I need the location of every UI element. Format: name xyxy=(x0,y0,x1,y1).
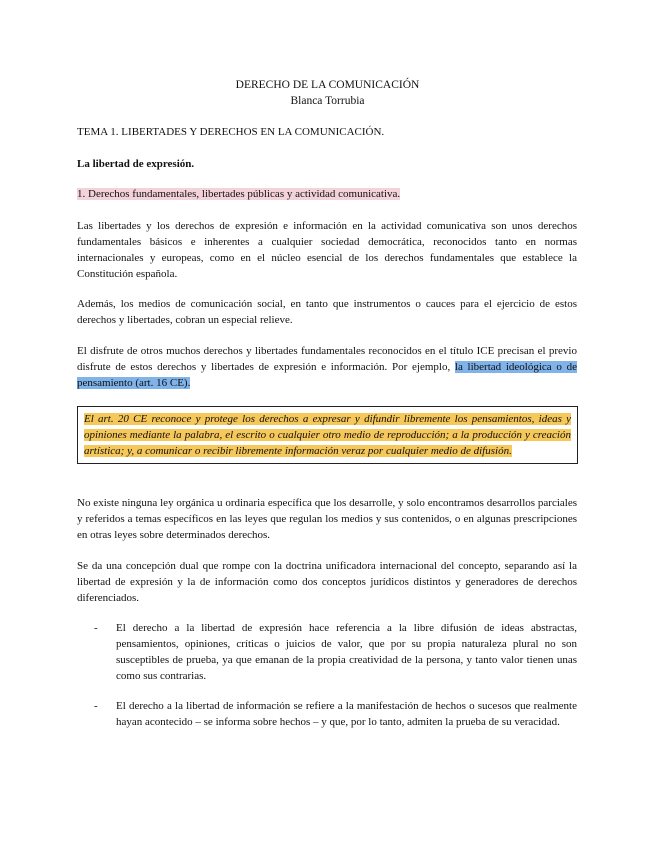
paragraph-2: Además, los medios de comunicación social, en tanto que instrumentos o cauces para el ejercicio de estos derechos y libertades, cobran un especial relieve. xyxy=(77,298,577,326)
bullet-text: El derecho a la libertad de información se refiere a la manifestación de hechos o sucesos que realmente hayan acontecido – se informa sobre hechos – y que, por lo tanto, admiten la prueba de su veracidad. xyxy=(116,700,577,728)
paragraph-3 xyxy=(77,343,577,391)
bullet-item-information xyxy=(94,698,577,730)
paragraph-1: Las libertades y los derechos de expresión e información en la actividad comunicativa son unos derechos fundamentales básicos e inherentes a cualquier sociedad democrática, reconocidos tanto en normas internacionales y europeas, como en el núcleo esencial de los derechos fundamentales que establece la Constitución española. xyxy=(77,220,577,280)
document-author: Blanca Torrubia xyxy=(290,95,365,107)
quote-box xyxy=(77,406,578,464)
section-heading: La libertad de expresión. xyxy=(77,158,195,170)
bullet-text: El derecho a la libertad de expresión hace referencia a la libre difusión de ideas abstractas, pensamientos, opiniones, críticas o juicios de valor, que por su propia naturaleza plural no son susceptibles de prueba, ya que emanan de la propia creatividad de la persona, y tanto valor tienen unas como sus contrarias. xyxy=(116,622,577,682)
paragraph-5: Se da una concepción dual que rompe con la doctrina unificadora internacional del concepto, separando así la libertad de expresión y la de información como dos conceptos jurídicos distintos y generadores de derechos diferenciados. xyxy=(77,560,577,604)
bullet-marker: - xyxy=(94,700,98,712)
bullet-marker: - xyxy=(94,622,98,634)
topic-heading: TEMA 1. LIBERTADES Y DERECHOS EN LA COMUNICACIÓN. xyxy=(77,126,385,138)
paragraph-3-highlight: la libertad ideológica o de pensamiento (art. 16 CE). xyxy=(77,361,577,389)
quote-text: El art. 20 CE reconoce y protege los derechos a expresar y difundir libremente los pensamientos, ideas y opiniones mediante la palabra, el escrito o cualquier otro medio de reproducción; a la producción y creación artística; y, a comunicar o recibir libremente información veraz por cualquier medio de difusión. xyxy=(84,413,571,457)
paragraph-4: No existe ninguna ley orgánica u ordinaria específica que los desarrolle, y solo encontramos desarrollos parciales y referidos a temas específicos en las leyes que regulan los medios y sus contenidos, o en algunas prescripciones en otras leyes sobre determinados derechos. xyxy=(77,497,577,541)
subsection-heading xyxy=(77,186,577,202)
subsection-heading-text: 1. Derechos fundamentales, libertades públicas y actividad comunicativa. xyxy=(77,188,401,200)
bullet-item-expression xyxy=(94,620,577,684)
paragraph-3-text: El disfrute de otros muchos derechos y libertades fundamentales reconocidos en el título ICE precisan el previo disfrute de estos derechos y libertades de expresión e información. Por ejemplo, xyxy=(77,345,577,373)
document-title: DERECHO DE LA COMUNICACIÓN xyxy=(235,79,420,91)
